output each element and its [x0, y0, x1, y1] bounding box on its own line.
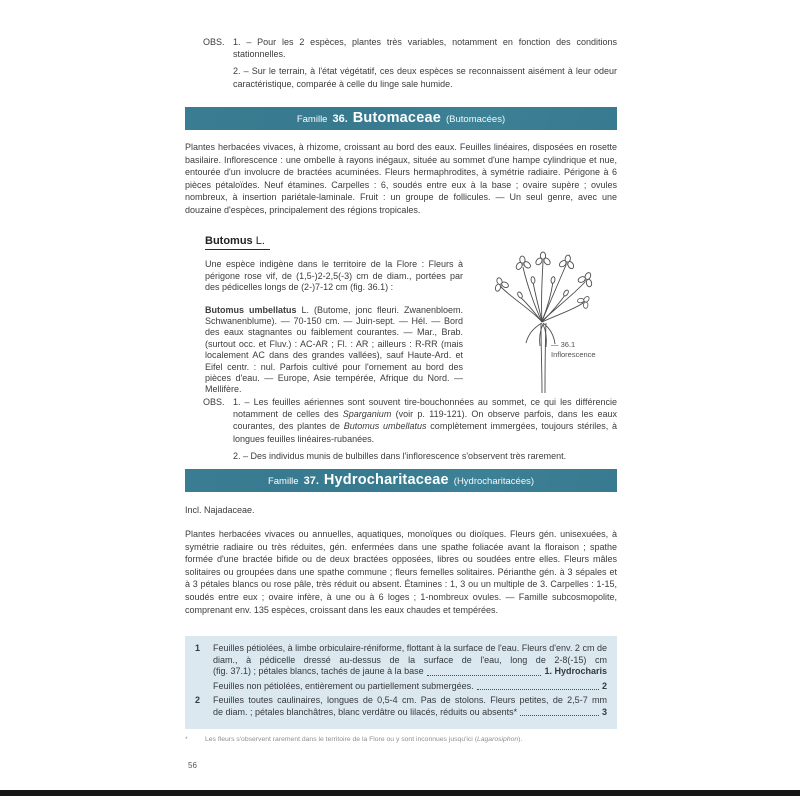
leader-dots	[477, 689, 599, 690]
family-banner-name: Hydrocharitaceae	[323, 472, 449, 488]
key-couplet-1	[195, 643, 607, 678]
species-text: L. (Butome, jonc fleuri. Zwanenbloem. Schwanenblume). — 70-150 cm. — Juin-sept. — Hél. — Bord des eaux stagnantes ou faiblement courantes. — Mar., Brab. (surtout occ. et Fluv.) : AC-AR ; Fl. : AR ; ailleurs : R-RR (mais localement AC dans des grandes vallées), sauf Haute-Ard. et Eifel centr. : nul. Parfois cultivé pour l'ornement au bord des pièces d'eau. — Europe, Asie tempérée, Afrique du Nord. — Mellifère.	[205, 304, 463, 395]
obs-item-1	[233, 396, 617, 445]
footnote-text	[205, 735, 522, 744]
footnote-marker: *	[185, 736, 188, 743]
key-tail-text: Feuilles non pétiolées, entièrement ou partiellement submergées.	[213, 680, 474, 691]
taxon-italic: Butomus umbellatus	[343, 421, 427, 432]
genus-intro: Une espèce indigène dans le territoire de la Flore : Fleurs à périgone rose vif, de (1,5-)2-2,5(-3) cm de diam., portées par des pédicelles longs de (2-)7-12 cm (fig. 36.1) :	[205, 259, 463, 293]
key-body	[213, 643, 607, 678]
obs-text: 1. – Les feuilles aériennes sont souvent tire-bouchonnées au sommet, ce qui les différencie notamment de celles des	[233, 397, 617, 420]
family-banner-number: 37.	[303, 475, 319, 487]
obs-label: OBS.	[203, 397, 225, 407]
key-tail-line	[213, 707, 607, 719]
key-couplet-2	[195, 695, 607, 718]
family-banner-prefix: Famille	[296, 114, 328, 125]
family-banner-prefix: Famille	[267, 476, 299, 487]
obs-text: (voir p. 119-121). On observe parfois, dans les eaux courantes, des plantes de	[233, 409, 617, 432]
determination-key	[185, 636, 617, 729]
key-body	[213, 681, 607, 693]
genus-heading	[205, 236, 270, 250]
taxon-italic: Lagarosiphon	[476, 736, 519, 743]
key-tail-text: de diam. ; pétales blanchâtres, blanc verdâtre ou lilacés, réduits ou absents*	[213, 706, 518, 717]
observations-butomus	[203, 396, 617, 467]
page-number: 56	[188, 761, 197, 770]
key-number	[195, 681, 213, 693]
family-banner-vernacular: (Butomacées)	[446, 114, 506, 125]
obs-items	[233, 36, 617, 95]
family-banner-vernacular: (Hydrocharitacées)	[453, 476, 535, 487]
species-description	[205, 305, 463, 396]
footnote-segment: Les fleurs s'observent rarement dans le territoire de la Flore ou y sont inconnues jusqu'ici (	[205, 736, 477, 743]
key-result: 3	[601, 706, 607, 717]
footnote	[185, 735, 617, 744]
taxon-italic: Sparganium	[342, 409, 392, 420]
figure-label: Inflorescence	[551, 350, 596, 359]
bottom-scan-bar	[0, 790, 800, 796]
key-number: 2	[195, 695, 201, 705]
family-37-description: Plantes herbacées vivaces ou annuelles, aquatiques, monoïques ou dioïques. Fleurs gén. unisexuées, à symétrie radiaire ou très réduites, gén. enfermées dans une spathe foliacée avant la floraison ; spathe formée d'une bractée bifide ou de deux bractées opposées, libres ou soudées entre elles. Fleurs mâles solitaires ou groupées dans une spathe commune ; fleurs femelles solitaires. Périanthe gén. à 3 sépales et à 3 pétales blancs ou rose pâle, très réduit ou absent. Étamines : 1, 3 ou un multiple de 3. Carpelles : 1-15, soudés entre eux ; ovaire infère, à une ou à 6 loges ; 1-nombreux ovules. — Famille subcosmopolite, comprenant env. 135 espèces, croissant dans les eaux chaudes et tempérées.	[185, 529, 617, 615]
key-tail-text: (fig. 37.1) ; pétales blancs, tachés de jaune à la base	[213, 666, 424, 676]
obs-item-2: 2. – Des individus munis de bulbilles dans l'inflorescence s'observent très rarement.	[233, 450, 567, 461]
genus-text-column	[205, 236, 463, 399]
key-text: Feuilles toutes caulinaires, longues de 0,5-4 cm. Pas de stolons. Fleurs petites, de 2,5-7 mm	[213, 695, 607, 705]
genus-section	[205, 236, 617, 399]
obs-item-1: 1. – Pour les 2 espèces, plantes très variables, notamment en fonction des conditions stationnelles.	[233, 37, 617, 60]
key-body	[213, 695, 607, 718]
family-36-description: Plantes herbacées vivaces, à rhizome, croissant au bord des eaux. Feuilles linéaires, disposées en rosette basilaire. Inflorescence : une ombelle à rayons inégaux, située au sommet d'une hampe cylindrique et nue, entourée d'un involucre de bractées acuminées. Fleurs hermaphrodites, à symétrie radiaire. Périgone à 6 pièces pétaloïdes. Neuf étamines. Carpelles : 6, soudés entre eux à la base ; ovaire supère ; ovules nombreux, à insertion pariétale-laminale. Fruit : un groupe de follicules. — Un seul genre, avec une douzaine d'espèces, principalement des régions tropicales.	[185, 142, 617, 215]
leader-dots	[520, 715, 599, 716]
figure-caption	[551, 340, 596, 360]
key-couplet-1-alt	[195, 681, 607, 693]
obs-item-2: 2. – Sur le terrain, à l'état végétatif, ces deux espèces se reconnaissent aisément à leur odeur caractéristique, comparée à celle du linge sale humide.	[233, 66, 617, 89]
key-tail-line	[213, 681, 607, 693]
family-36-banner	[185, 107, 617, 130]
inflorescence-illustration	[483, 249, 605, 399]
key-text: Feuilles pétiolées, à limbe orbiculaire-réniforme, flottant à la surface de l'eau. Fleurs d'env. 2 cm de diam., à pédicelle dressé au-dessus de la surface de l'eau, long de 2-8(-15) cm	[213, 643, 607, 665]
obs-text: complètement immergées, toujours stériles, à longues feuilles linéaires-rubanées.	[233, 421, 618, 444]
leader-dots	[427, 675, 542, 676]
key-result: 1. Hydrocharis	[544, 666, 607, 676]
family-37-banner	[185, 469, 617, 492]
obs-items	[233, 396, 617, 467]
footnote-segment: ).	[518, 736, 523, 743]
figure-column	[481, 236, 617, 399]
observations-top	[203, 36, 617, 95]
species-name: Butomus umbellatus	[205, 304, 297, 315]
obs-label: OBS.	[203, 37, 225, 47]
key-result: 2	[601, 680, 607, 691]
key-tail-line	[213, 666, 607, 678]
genus-author: L.	[255, 235, 265, 247]
family-banner-name: Butomaceae	[352, 110, 441, 126]
genus-name: Butomus	[205, 235, 253, 247]
family-banner-number: 36.	[332, 113, 348, 125]
included-families-note: Incl. Najadaceae.	[185, 505, 255, 515]
figure-ref: — 36.1	[551, 340, 576, 349]
key-number: 1	[195, 643, 201, 653]
